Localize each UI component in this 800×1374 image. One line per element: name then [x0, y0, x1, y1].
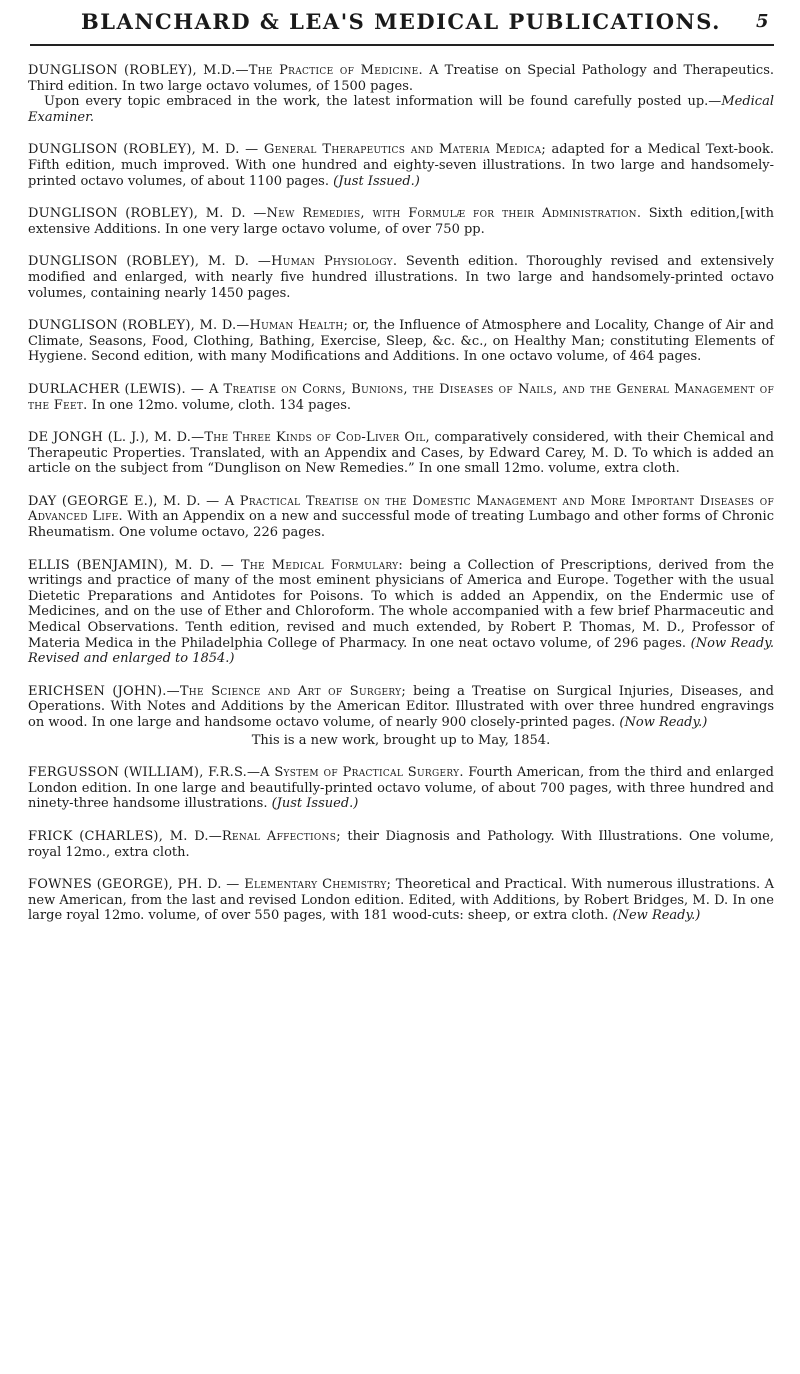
entry-title: Human Health;	[249, 318, 349, 334]
entry-body: comparatively considered, with their Chemical and Therapeutic Properties. Translated, with an Appendix and Cases, by Edward Carey, M. D. To which is added an article on the subject from “Dunglison on New Remedies.” In one small 12mo. volume, extra cloth.	[28, 430, 774, 477]
entry-title: Renal Affections;	[221, 828, 341, 844]
entry-body: adapted for a Medical Text-book. Fifth edition, much improved. With one hundred and eighty-seven illustrations. In two large and handsomely-printed octavo volumes, of about 1100 pages.	[28, 142, 775, 189]
entry-note: (Now Ready.)	[619, 715, 708, 730]
entry-body: A Treatise on Special Pathology and Therapeutics. Third edition. In two large octavo volumes, of 1500 pages.	[28, 63, 774, 94]
entry-title: Treatise on Corns, Bunions, the Diseases of Nails, and the General Management of the Feet.	[28, 381, 774, 413]
catalog-entry	[28, 494, 774, 541]
catalog-entry	[28, 63, 774, 125]
entry-author: FOWNES (GEORGE), PH. D. —	[28, 877, 245, 893]
entry-body: being a Collection of Prescriptions, derived from the writings and practice of many of the most eminent physicians of America and Europe. Together with the usual Dietetic Preparations and Antidotes for Poisons. To which is added an Appendix, on the Endermic use of Medicines, and on the use of Ether and Chloroform. The whole accompanied with a few brief Pharmaceutic and Medical Observations. Tenth edition, revised and much extended, by Robert P. Thomas, M. D., Professor of Materia Medica in the Philadelphia College of Pharmacy. In one neat octavo volume, of 296 pages.	[28, 557, 774, 651]
entry-author: DUNGLISON (ROBLEY), M. D.—	[28, 318, 250, 334]
catalog-entry	[28, 382, 774, 413]
entry-author: FERGUSSON (WILLIAM), F.R.S.—A	[28, 765, 275, 781]
entry-title: New Remedies, with Formulæ for their Administration.	[266, 206, 642, 222]
running-head-title: BLANCHARD & LEA'S MEDICAL PUBLICATIONS.	[81, 9, 721, 34]
entry-author: ERICHSEN (JOHN).—	[28, 683, 180, 699]
entry-author: DURLACHER (LEWIS). — A	[28, 381, 224, 397]
entry-body: Seventh edition. Thoroughly revised and extensively modified and enlarged, with nearly five hundred illustrations. In two large and handsomely-printed octavo volumes, containing nearly 1450 pages.	[28, 254, 775, 301]
entry-body: Sixth edition,[with extensive Additions. In one very large octavo volume, of over 750 pp.	[28, 206, 774, 237]
catalog-entries	[28, 63, 774, 924]
entry-title: The Practice of Medicine.	[248, 63, 423, 78]
entry-note: (Just Issued.)	[271, 796, 359, 812]
page-number: 5	[755, 11, 770, 32]
entry-body: or, the Influence of Atmosphere and Locality, Change of Air and Climate, Seasons, Food, Clothing, Bathing, Exercise, Sleep, &c. &c., on Healthy Man; constituting Elements of Hygiene. Second edition, with many Modifications and Additions. In one octavo volume, of 464 pages.	[28, 318, 774, 365]
entry-title: Practical Treatise on the Domestic Management and More Important Diseases of Advanced Life.	[28, 493, 774, 525]
entry-title: The Three Kinds of Cod-Liver Oil,	[204, 430, 430, 446]
entry-author: DUNGLISON (ROBLEY), M. D. —	[28, 254, 272, 270]
entry-author: DUNGLISON (ROBLEY), M. D. —	[28, 206, 267, 222]
entry-title: General Therapeutics and Materia Medica;	[263, 142, 547, 158]
entry-title: Elementary Chemistry;	[244, 877, 392, 893]
entry-note: (Now Ready. Revised and enlarged to 1854.)	[28, 635, 774, 667]
catalog-entry	[28, 877, 774, 924]
entry-body: their Diagnosis and Pathology. With Illustrations. One volume, royal 12mo., extra cloth.	[28, 828, 774, 860]
catalog-entry	[28, 558, 774, 667]
entry-centered-note: This is a new work, brought up to May, 1854.	[251, 732, 551, 748]
entry-author: DAY (GEORGE E.), M. D. — A	[28, 493, 240, 509]
catalog-entry	[28, 765, 774, 812]
entry-body: Theoretical and Practical. With numerous illustrations. A new American, from the last and revised London edition. Edited, with Additions, by Robert Bridges, M. D. In one large royal 12mo. volume, of over 550 pages, with 181 wood-cuts: sheep, or extra cloth.	[28, 877, 774, 924]
entry-body: In one 12mo. volume, cloth. 134 pages.	[87, 397, 352, 413]
entry-title: The Science and Art of Surgery;	[179, 683, 407, 699]
catalog-entry	[28, 829, 774, 860]
entry-body: being a Treatise on Surgical Injuries, Diseases, and Operations. With Notes and Additions by the American Editor. Illustrated with over three hundred engravings on wood. In one large and handsome octavo volume, of nearly 900 closely-printed pages.	[28, 683, 774, 730]
catalog-entry	[28, 430, 774, 477]
entry-note: Medical Examiner.	[28, 94, 774, 125]
entry-title: The Medical Formulary:	[240, 557, 404, 573]
entry-author: FRICK (CHARLES), M. D.—	[28, 828, 222, 844]
header-rule	[30, 44, 774, 46]
entry-body-2: Upon every topic embraced in the work, the latest information will be found carefully posted up.—	[44, 94, 722, 110]
catalog-entry	[28, 142, 774, 189]
entry-author: DE JONGH (L. J.), M. D.—	[28, 430, 205, 446]
catalog-entry	[28, 318, 774, 365]
entry-body: With an Appendix on a new and successful mode of treating Lumbago and other forms of Chronic Rheumatism. One volume octavo, 226 pages.	[28, 509, 774, 541]
entry-author: DUNGLISON (ROBLEY), M. D. —	[28, 142, 264, 158]
entry-note: (Just Issued.)	[333, 173, 420, 189]
catalog-entry	[28, 684, 774, 748]
entry-title: Human Physiology.	[271, 254, 398, 270]
running-head	[28, 8, 774, 36]
catalog-entry	[28, 254, 774, 301]
entry-title: System of Practical Surgery.	[274, 765, 464, 781]
entry-author: DUNGLISON (ROBLEY), M.D.—	[28, 63, 249, 78]
catalog-entry	[28, 206, 774, 237]
entry-body: Fourth American, from the third and enlarged London edition. In one large and beautifully-printed octavo volume, of about 700 pages, with three hundred and ninety-three handsome illustrations.	[28, 765, 774, 812]
entry-note: (New Ready.)	[612, 908, 701, 924]
entry-author: ELLIS (BENJAMIN), M. D. —	[28, 557, 241, 573]
